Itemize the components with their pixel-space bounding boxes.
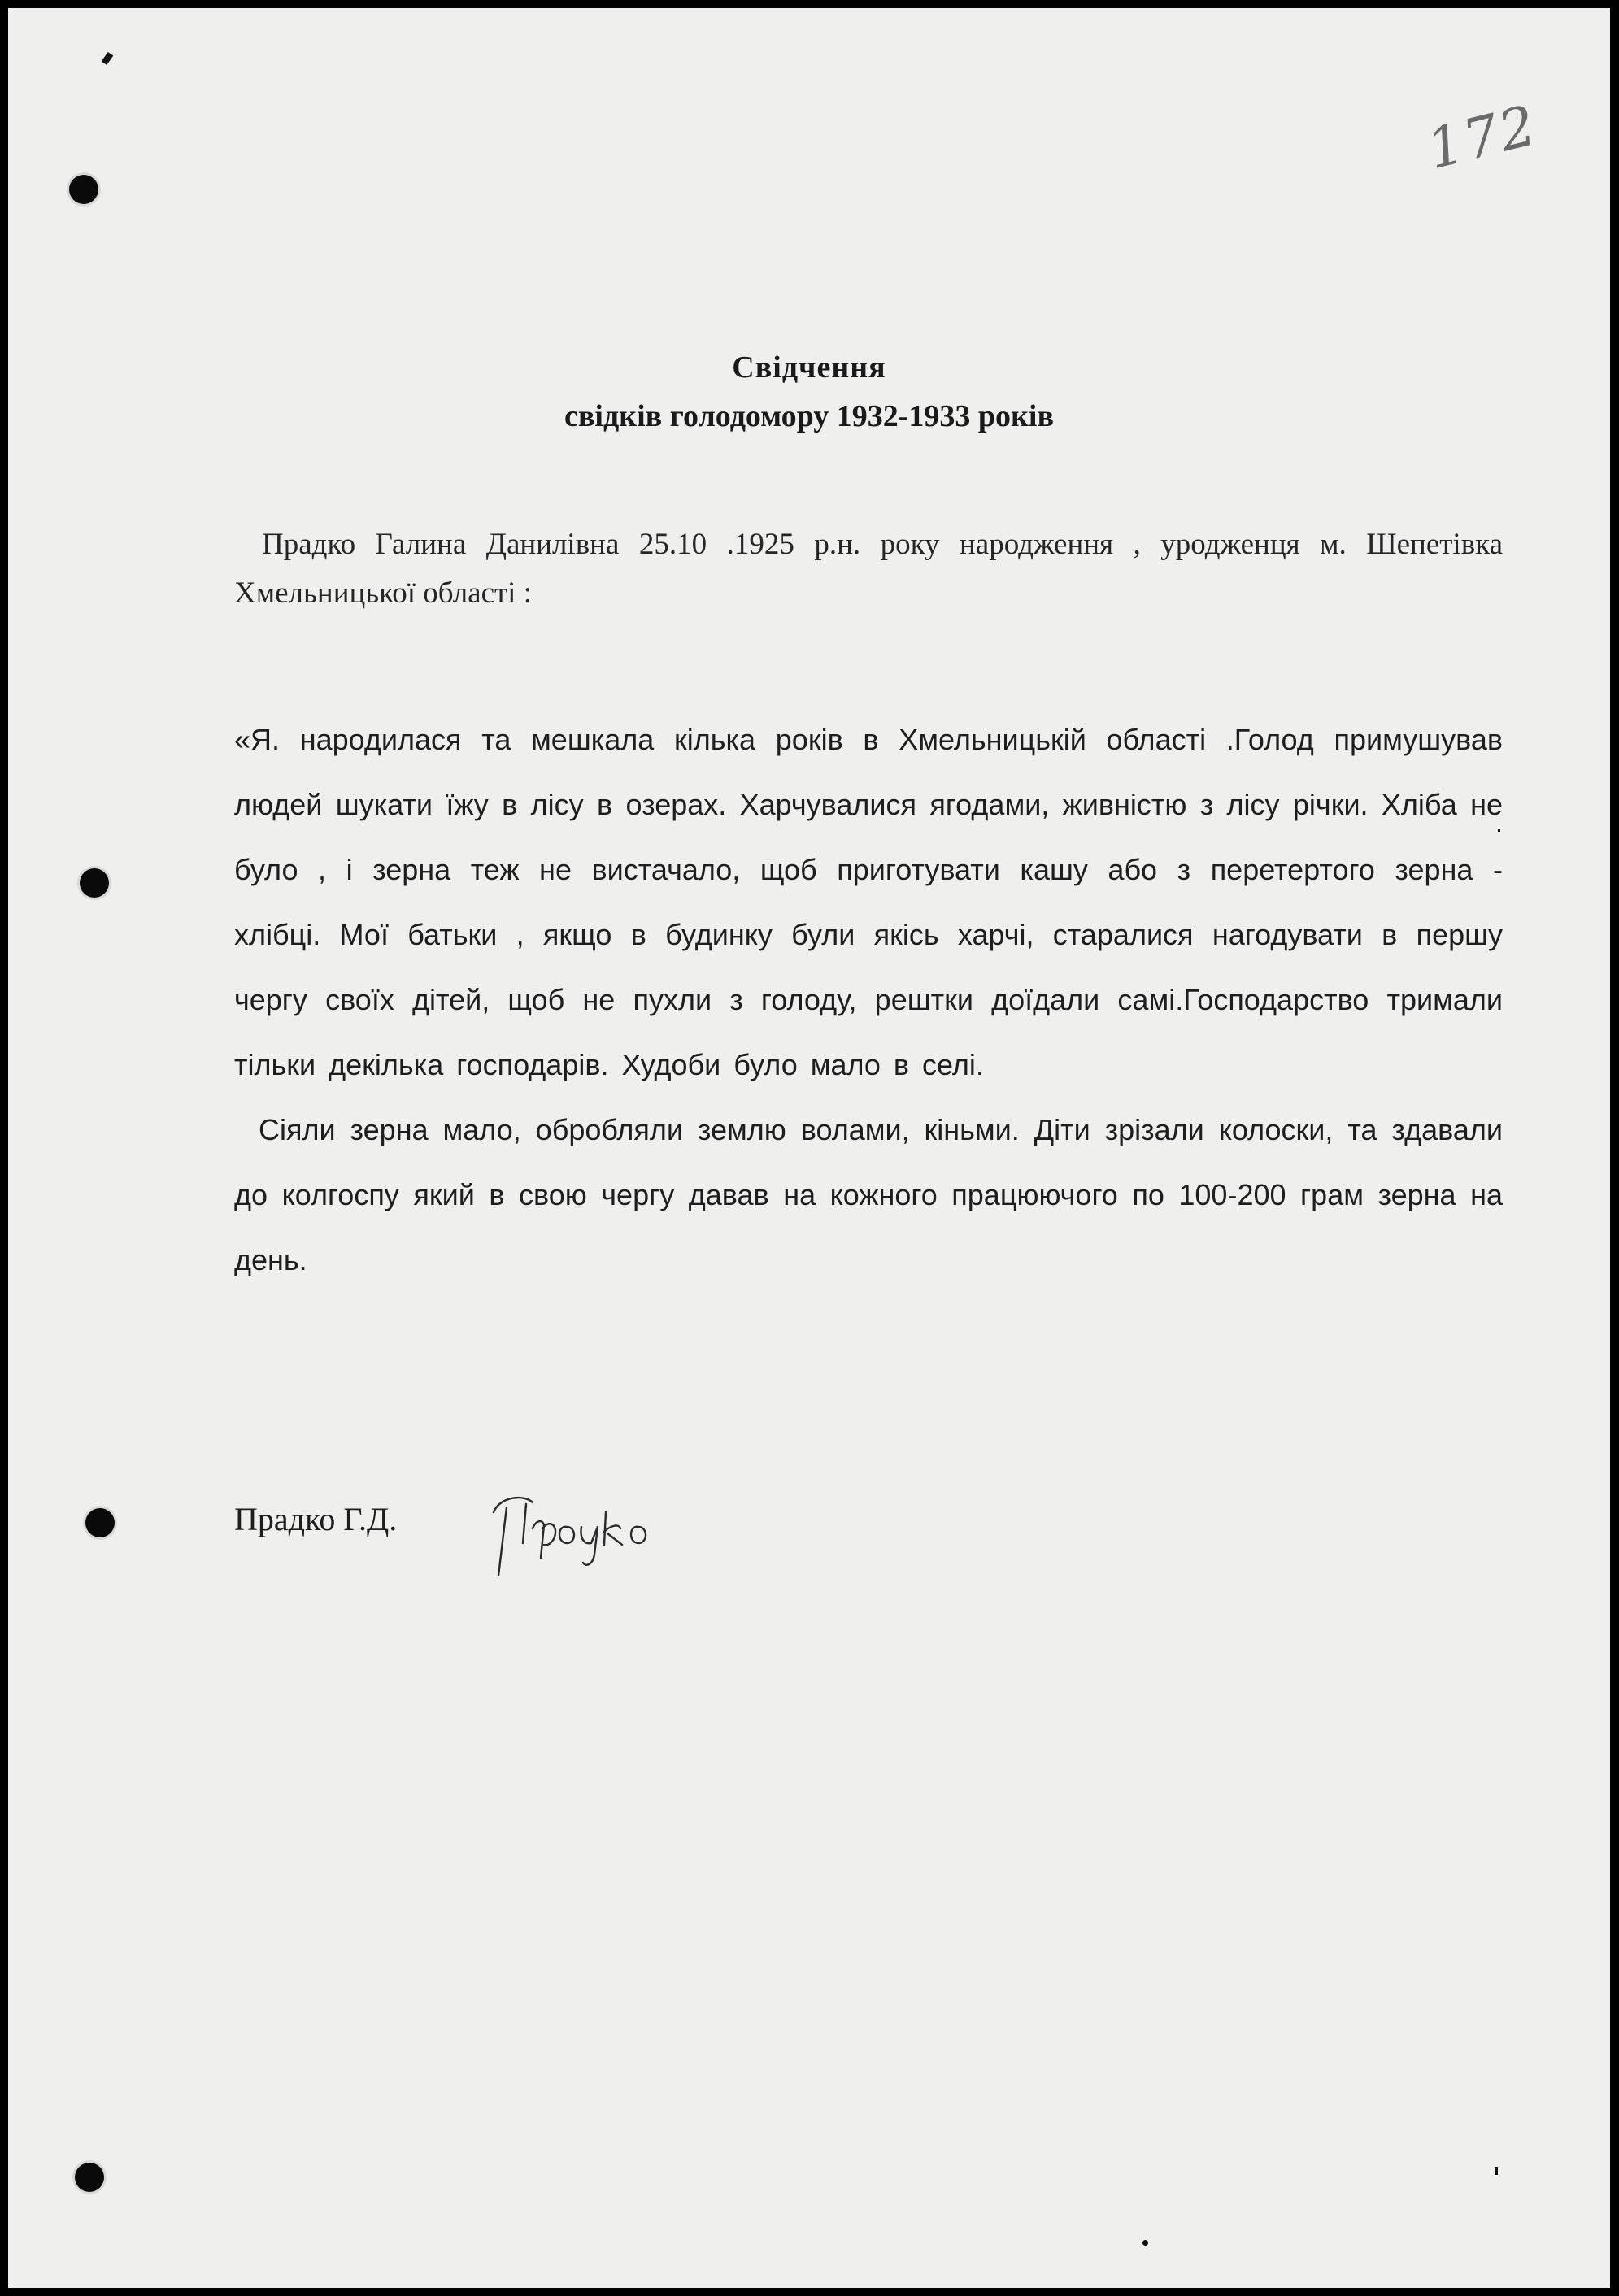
scan-speck xyxy=(1142,2240,1148,2246)
handwritten-signature xyxy=(476,1480,687,1585)
scan-speck xyxy=(1495,2167,1498,2175)
punch-hole xyxy=(69,175,98,204)
testimony-paragraph: Сіяли зерна мало, обробляли землю волами, кіньми. Діти зрізали колоски, та здавали до колгоспу який в свою чергу давав на кожного працюючого по 100-200 грам зерна на день. xyxy=(234,1113,1503,1276)
archive-page-number: 172 xyxy=(1421,93,1544,183)
document-subtitle: свідків голодомору 1932-1933 років xyxy=(564,399,1054,433)
document-page xyxy=(8,8,1610,2288)
document-title: Свідчення xyxy=(732,350,886,385)
signer-name: Прадко Г.Д. xyxy=(234,1501,398,1537)
witness-intro: Прадко Галина Данилівна 25.10 .1925 р.н. року народження , уродженця м. Шепетівка Хмельницької області : xyxy=(234,528,1503,610)
punch-hole xyxy=(80,868,109,898)
testimony-body xyxy=(234,707,1503,1293)
punch-hole xyxy=(75,2163,104,2192)
scan-speck xyxy=(102,52,114,65)
testimony-paragraph: «Я. народилася та мешкала кілька років в Хмельницькій області .Голод примушував людей шукати їжу в лісу в озерах. Харчувалися ягодами, живністю з лісу річки. Хліба не було , і зерна теж не вистачало, щоб приготувати кашу або з перетертого зерна - хлібці. Мої батьки , якщо в будинку були якісь харчі, старалися нагодувати в першу чергу своїх дітей, щоб не пухли з голоду, рештки доїдали самі.Господарство тримали тільки декілька господарів. Худоби було мало в селі. xyxy=(234,723,1503,1081)
punch-hole xyxy=(85,1508,115,1537)
